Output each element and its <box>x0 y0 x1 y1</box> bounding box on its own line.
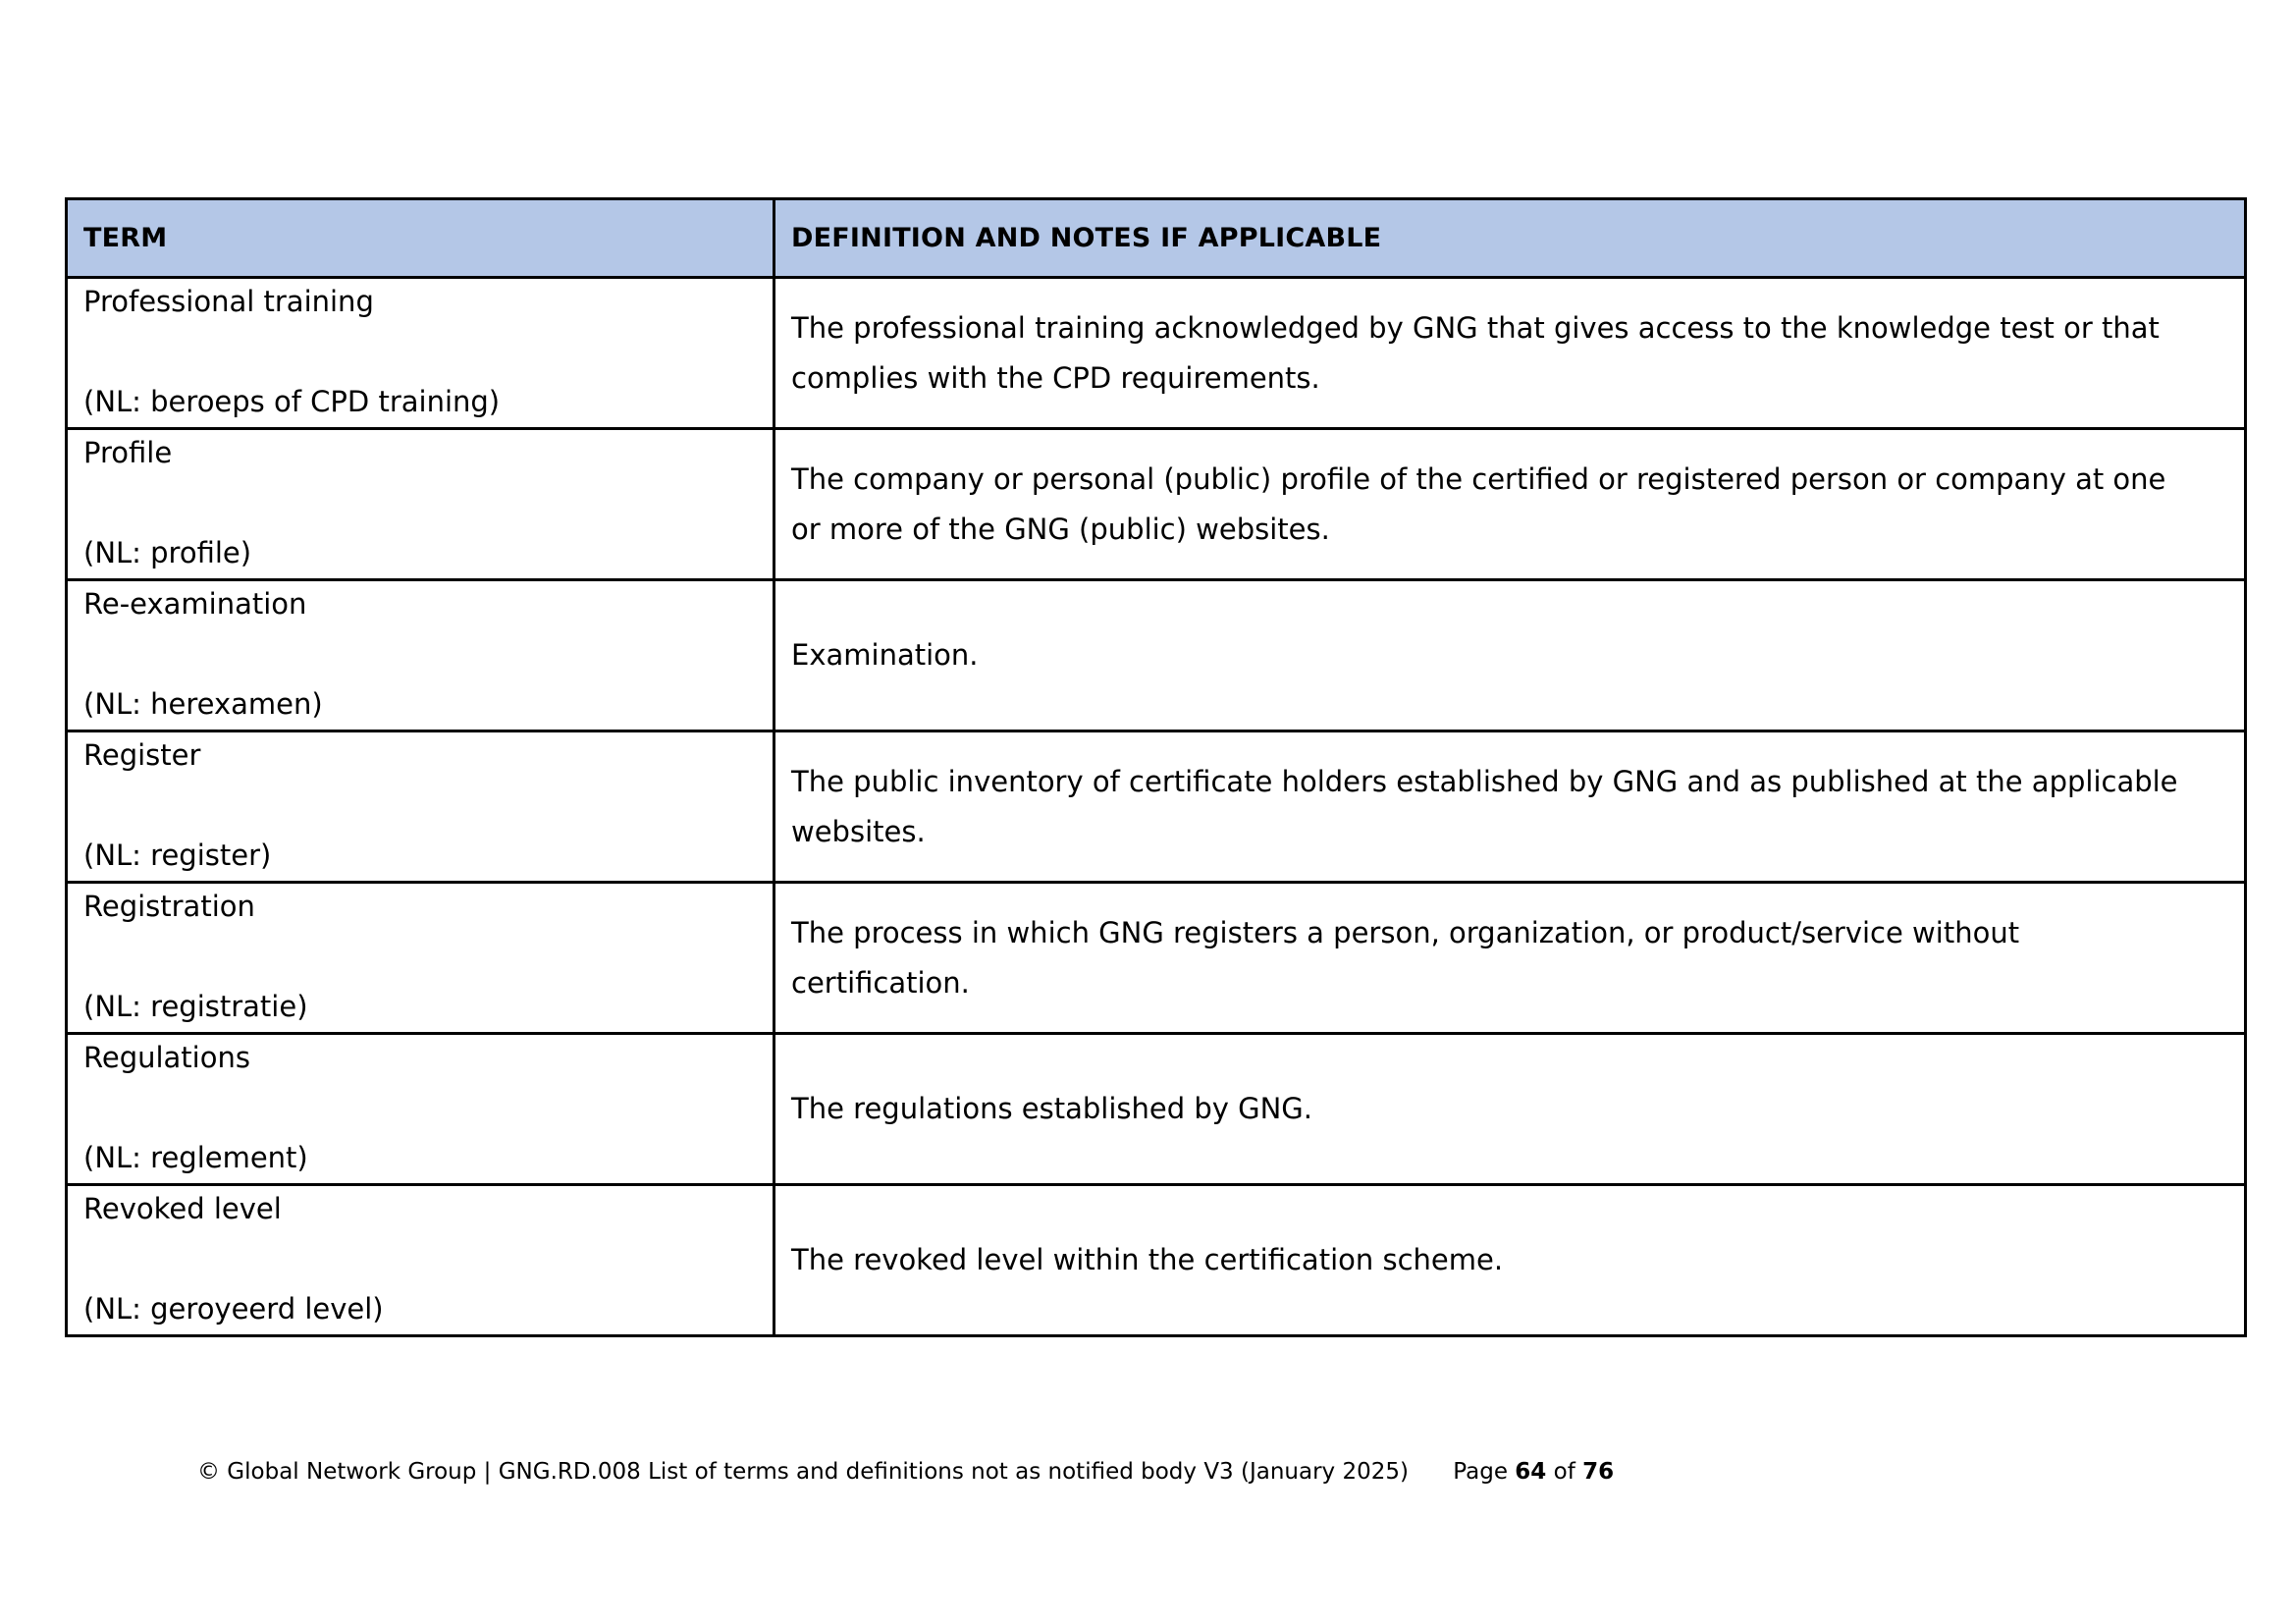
definition-cell: The revoked level within the certification scheme. <box>774 1185 2246 1336</box>
definition-cell: The process in which GNG registers a person, organization, or product/service without certification. <box>774 883 2246 1034</box>
definition-cell: The company or personal (public) profile of the certified or registered person or company at one or more of the GNG (public) websites. <box>774 429 2246 580</box>
term-dutch-translation: (NL: profile) <box>83 536 252 569</box>
table-header-row <box>67 199 2246 278</box>
definition-cell: Examination. <box>774 580 2246 731</box>
definition-column-header: DEFINITION AND NOTES IF APPLICABLE <box>774 199 2246 278</box>
total-page-count: 76 <box>1582 1459 1615 1485</box>
term-cell <box>67 1034 774 1185</box>
definition-cell: The public inventory of certificate holders established by GNG and as published at the applicable websites. <box>774 731 2246 883</box>
current-page-number: 64 <box>1515 1459 1547 1485</box>
term-name: Profile <box>83 436 173 469</box>
table-row <box>67 1034 2246 1185</box>
table-row <box>67 1185 2246 1336</box>
table-row <box>67 883 2246 1034</box>
term-cell <box>67 731 774 883</box>
term-cell <box>67 1185 774 1336</box>
term-name: Re-examination <box>83 587 307 621</box>
page-number-label <box>1453 1459 1614 1485</box>
term-dutch-translation: (NL: register) <box>83 839 272 872</box>
table-row <box>67 731 2246 883</box>
page-footer <box>197 1459 1614 1485</box>
term-dutch-translation: (NL: reglement) <box>83 1141 308 1174</box>
page-word: Page <box>1453 1459 1508 1485</box>
of-word: of <box>1553 1459 1575 1485</box>
table-row <box>67 580 2246 731</box>
term-cell <box>67 278 774 429</box>
term-name: Registration <box>83 890 255 923</box>
term-cell <box>67 580 774 731</box>
definition-cell: The professional training acknowledged by GNG that gives access to the knowledge test or that complies with the CPD requirements. <box>774 278 2246 429</box>
terms-definitions-table <box>65 197 2247 1337</box>
term-cell <box>67 883 774 1034</box>
term-column-header: TERM <box>67 199 774 278</box>
footer-copyright: © Global Network Group | GNG.RD.008 List of terms and definitions not as notified body V3 (January 2025) <box>197 1459 1409 1485</box>
table-row <box>67 278 2246 429</box>
term-dutch-translation: (NL: geroyeerd level) <box>83 1292 384 1326</box>
definition-cell: The regulations established by GNG. <box>774 1034 2246 1185</box>
term-name: Register <box>83 738 201 772</box>
term-name: Revoked level <box>83 1192 282 1225</box>
term-dutch-translation: (NL: herexamen) <box>83 687 323 721</box>
term-name: Professional training <box>83 285 374 318</box>
term-name: Regulations <box>83 1041 250 1074</box>
table-row <box>67 429 2246 580</box>
term-cell <box>67 429 774 580</box>
term-dutch-translation: (NL: beroeps of CPD training) <box>83 385 501 418</box>
term-dutch-translation: (NL: registratie) <box>83 990 308 1023</box>
